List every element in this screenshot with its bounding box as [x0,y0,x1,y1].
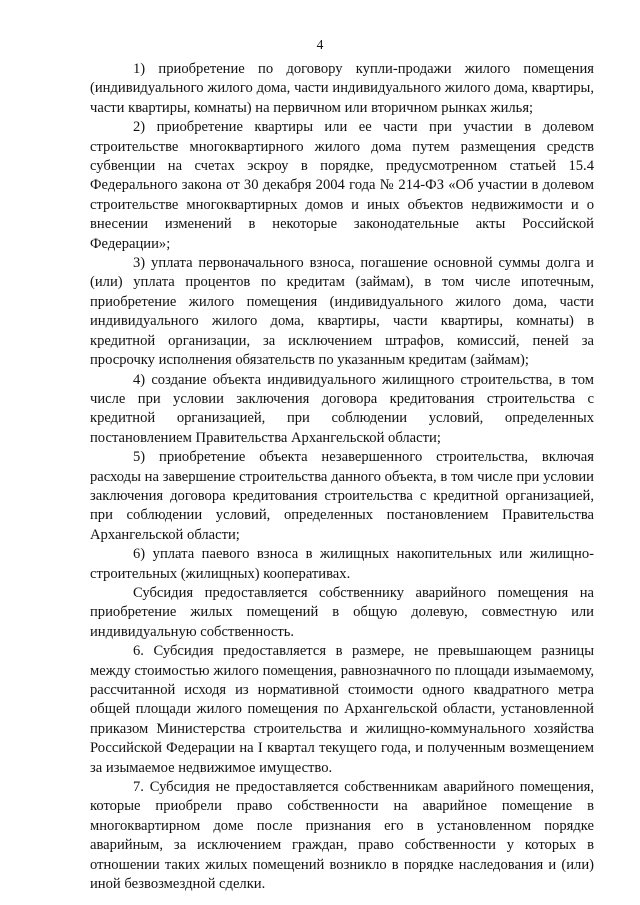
paragraph-clause-7: 7. Субсидия не предоставляется собственникам аварийного помещения, которые приобрели право собственности на аварийное помещение в многоквартирном доме после признания его в установленном порядке аварийным, за исключением граждан, право собственности у которых в отношении таких жилых помещений возникло в порядке наследования и (или) иной безвозмездной сделки. [90,779,594,893]
paragraph-item-4: 4) создание объекта индивидуального жилищного строительства, в том числе при условии заключения договора кредитования строительства с кредитной организацией, при соблюдении условий, определенных постановлением Правительства Архангельской области; [90,371,594,446]
paragraph-item-3: 3) уплата первоначального взноса, погашение основной суммы долга и (или) уплата процентов по кредитам (займам), в том числе ипотечным, приобретение жилого помещения (индивидуального жилого дома, части индивидуального жилого дома, квартиры, части квартиры, комнаты) в кредитной организации, за исключением штрафов, комиссий, пеней за просрочку исполнения обязательств по указанным кредитам (займам); [90,255,594,369]
paragraph-clause-6: 6. Субсидия предоставляется в размере, не превышающем разницы между стоимостью жилого помещения, равнозначного по площади изымаемому, рассчитанной исходя из нормативной стоимости одного квадратного метра общей площади жилого помещения по Архангельской области, установленной приказом Министерства строительства и жилищно-коммунального хозяйства Российской Федерации на I квартал текущего года, и полученным возмещением за изымаемое недвижимое имущество. [90,643,594,776]
page-number: 4 [316,37,324,52]
document-body [90,60,594,894]
paragraph-subsidy-ownership: Субсидия предоставляется собственнику аварийного помещения на приобретение жилых помещений в общую долевую, совместную или индивидуальную собственность. [90,584,594,640]
paragraph-item-5: 5) приобретение объекта незавершенного строительства, включая расходы на завершение строительства данного объекта, в том числе при условии заключения договора кредитования строительства с кредитной организацией, при соблюдении условий, определенных постановлением Правительства Архангельской области; [90,449,594,543]
paragraph-item-2: 2) приобретение квартиры или ее части при участии в долевом строительстве многоквартирного жилого дома путем размещения средств субвенции на счетах эскроу в порядке, предусмотренном статьей 15.4 Федерального закона от 30 декабря 2004 года № 214-ФЗ «Об участии в долевом строительстве многоквартирных домов и иных объектов недвижимости и о внесении изменений в некоторые законодательные акты Российской Федерации»; [90,119,594,252]
paragraph-item-1: 1) приобретение по договору купли-продажи жилого помещения (индивидуального жилого дома, части индивидуального жилого дома, квартиры, части квартиры, комнаты) на первичном или вторичном рынках жилья; [90,61,594,116]
paragraph-item-6: 6) уплата паевого взноса в жилищных накопительных или жилищно-строительных (жилищных) кооперативах. [90,546,594,582]
